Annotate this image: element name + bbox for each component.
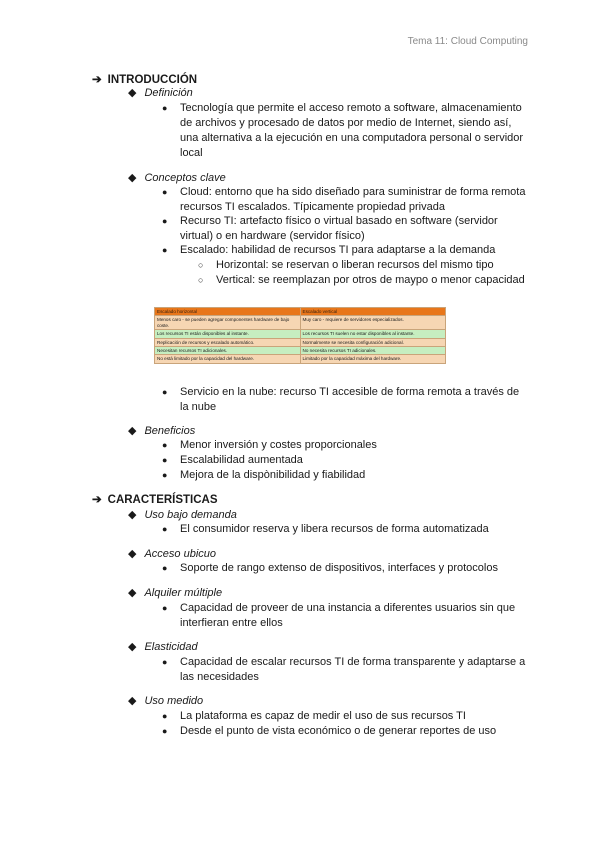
- subheading-acceso-ubicuo: [128, 547, 216, 560]
- arrow-icon: ➔: [92, 74, 102, 86]
- subheading-uso-medido: [128, 694, 203, 707]
- bullet-icon: ●: [162, 245, 168, 255]
- diamond-icon: ◆: [128, 548, 137, 560]
- table-cell: Replicación de recursos y escalado automático.: [155, 338, 301, 346]
- bullet-icon: ●: [162, 524, 168, 534]
- bullet-icon: ●: [162, 103, 168, 113]
- list-item-text: Soporte de rango extenso de dispositivos, interfaces y protocolos: [180, 562, 498, 574]
- list-item-text: Tecnología que permite el acceso remoto a software, almacenamiento de archivos y procesado de datos por medio de Internet, siendo así, una alternativa a la ejecución en una computadora personal o servidor local: [180, 102, 524, 159]
- list-item: [162, 655, 528, 685]
- subheading-conceptos-clave: [128, 171, 226, 184]
- list-item: [162, 453, 528, 468]
- subheading-label: Definición: [144, 87, 193, 99]
- bullet-icon: ●: [162, 563, 168, 573]
- circle-bullet-icon: ○: [198, 275, 204, 285]
- bullet-icon: ●: [162, 657, 168, 667]
- sub-list-item: [198, 258, 528, 273]
- list-item: [162, 214, 528, 244]
- list-item: [162, 724, 528, 739]
- section-heading-caracteristicas: [92, 492, 218, 506]
- section-heading-introduccion: [92, 72, 197, 86]
- bullet-icon: ●: [162, 440, 168, 450]
- list-item: [162, 561, 528, 576]
- diamond-icon: ◆: [128, 87, 137, 99]
- table-cell: Menos caro - se pueden agregar componentes hardware de bajo coste.: [155, 316, 301, 330]
- diamond-icon: ◆: [128, 695, 137, 707]
- list-item: [162, 438, 528, 453]
- subheading-label: Acceso ubicuo: [144, 548, 217, 560]
- table-cell: Limitado por la capacidad máxima del hardware.: [300, 355, 446, 363]
- subheading-label: Uso medido: [144, 695, 204, 707]
- subheading-definicion: [128, 86, 193, 99]
- table-row: [155, 316, 446, 330]
- bullet-icon: ●: [162, 603, 168, 613]
- diamond-icon: ◆: [128, 172, 137, 184]
- table-cell: No necesita recursos TI adicionales.: [300, 347, 446, 355]
- subheading-uso-bajo-demanda: [128, 508, 237, 521]
- list-item: [162, 243, 528, 258]
- table-cell: Los recursos TI suelen no estar disponibles al instante.: [300, 330, 446, 338]
- table-header-cell: Escalado vertical: [300, 308, 446, 316]
- table-cell: Los recursos TI están disponibles al instante.: [155, 330, 301, 338]
- table-cell: Muy caro - requiere de servidores especializados.: [300, 316, 446, 330]
- table-row: [155, 330, 446, 338]
- bullet-icon: ●: [162, 216, 168, 226]
- bullet-icon: ●: [162, 470, 168, 480]
- subheading-label: Elasticidad: [144, 641, 198, 653]
- list-item: [162, 185, 528, 215]
- table-header-row: [155, 308, 446, 316]
- page-header-title: Tema 11: Cloud Computing: [407, 36, 528, 47]
- sub-list-item-text: Horizontal: se reservan o liberan recursos del mismo tipo: [216, 259, 494, 271]
- bullet-icon: ●: [162, 711, 168, 721]
- section-title: CARACTERÍSTICAS: [107, 494, 218, 506]
- arrow-icon: ➔: [92, 494, 102, 506]
- subheading-label: Beneficios: [144, 425, 196, 437]
- list-item-text: Escalado: habilidad de recursos TI para adaptarse a la demanda: [180, 244, 496, 256]
- list-item: [162, 522, 528, 537]
- list-item-text: Recurso TI: artefacto físico o virtual basado en software (servidor virtual) o en hardware (servidor físico): [180, 215, 498, 242]
- bullet-icon: ●: [162, 726, 168, 736]
- circle-bullet-icon: ○: [198, 260, 204, 270]
- table-header-cell: Escalado horizontal: [155, 308, 301, 316]
- section-title: INTRODUCCIÓN: [107, 74, 198, 86]
- list-item: [162, 709, 528, 724]
- list-item: [162, 101, 528, 161]
- diamond-icon: ◆: [128, 641, 137, 653]
- subheading-label: Alquiler múltiple: [144, 587, 223, 599]
- table-row: [155, 338, 446, 346]
- bullet-icon: ●: [162, 387, 168, 397]
- list-item-text: Desde el punto de vista económico o de generar reportes de uso: [180, 725, 497, 737]
- list-item: [162, 601, 528, 631]
- table-row: [155, 355, 446, 363]
- sub-list-item-text: Vertical: se reemplazan por otros de maypo o menor capacidad: [216, 274, 525, 286]
- list-item-text: Capacidad de proveer de una instancia a diferentes usuarios sin que interfieran entre ellos: [180, 602, 516, 629]
- list-item-text: Mejora de la dispònibilidad y fiabilidad: [180, 469, 366, 481]
- diamond-icon: ◆: [128, 425, 137, 437]
- list-item-text: Menor inversión y costes proporcionales: [180, 439, 377, 451]
- list-item-text: Capacidad de escalar recursos TI de forma transparente y adaptarse a las necesidades: [180, 656, 526, 683]
- subheading-label: Conceptos clave: [144, 172, 226, 184]
- list-item: [162, 468, 528, 483]
- list-item-text: Escalabilidad aumentada: [180, 454, 303, 466]
- subheading-beneficios: [128, 424, 195, 437]
- diamond-icon: ◆: [128, 509, 137, 521]
- list-item-text: Cloud: entorno que ha sido diseñado para suministrar de forma remota recursos TI escalados. Típicamente propiedad privada: [180, 186, 526, 213]
- table-cell: No está limitado por la capacidad del hardware.: [155, 355, 301, 363]
- sub-list-item: [198, 273, 528, 288]
- table-row: [155, 347, 446, 355]
- scaling-comparison-table: [154, 307, 446, 364]
- list-item-text: Servicio en la nube: recurso TI accesible de forma remota a través de la nube: [180, 386, 520, 413]
- subheading-label: Uso bajo demanda: [144, 509, 237, 521]
- list-item-text: El consumidor reserva y libera recursos de forma automatizada: [180, 523, 489, 535]
- list-item: [162, 385, 528, 415]
- table-cell: Necesitan recursos TI adicionales.: [155, 347, 301, 355]
- bullet-icon: ●: [162, 187, 168, 197]
- diamond-icon: ◆: [128, 587, 137, 599]
- list-item-text: La plataforma es capaz de medir el uso de sus recursos TI: [180, 710, 466, 722]
- subheading-alquiler-multiple: [128, 586, 222, 599]
- bullet-icon: ●: [162, 455, 168, 465]
- subheading-elasticidad: [128, 640, 198, 653]
- table-cell: Normalmente se necesita configuración adicional.: [300, 338, 446, 346]
